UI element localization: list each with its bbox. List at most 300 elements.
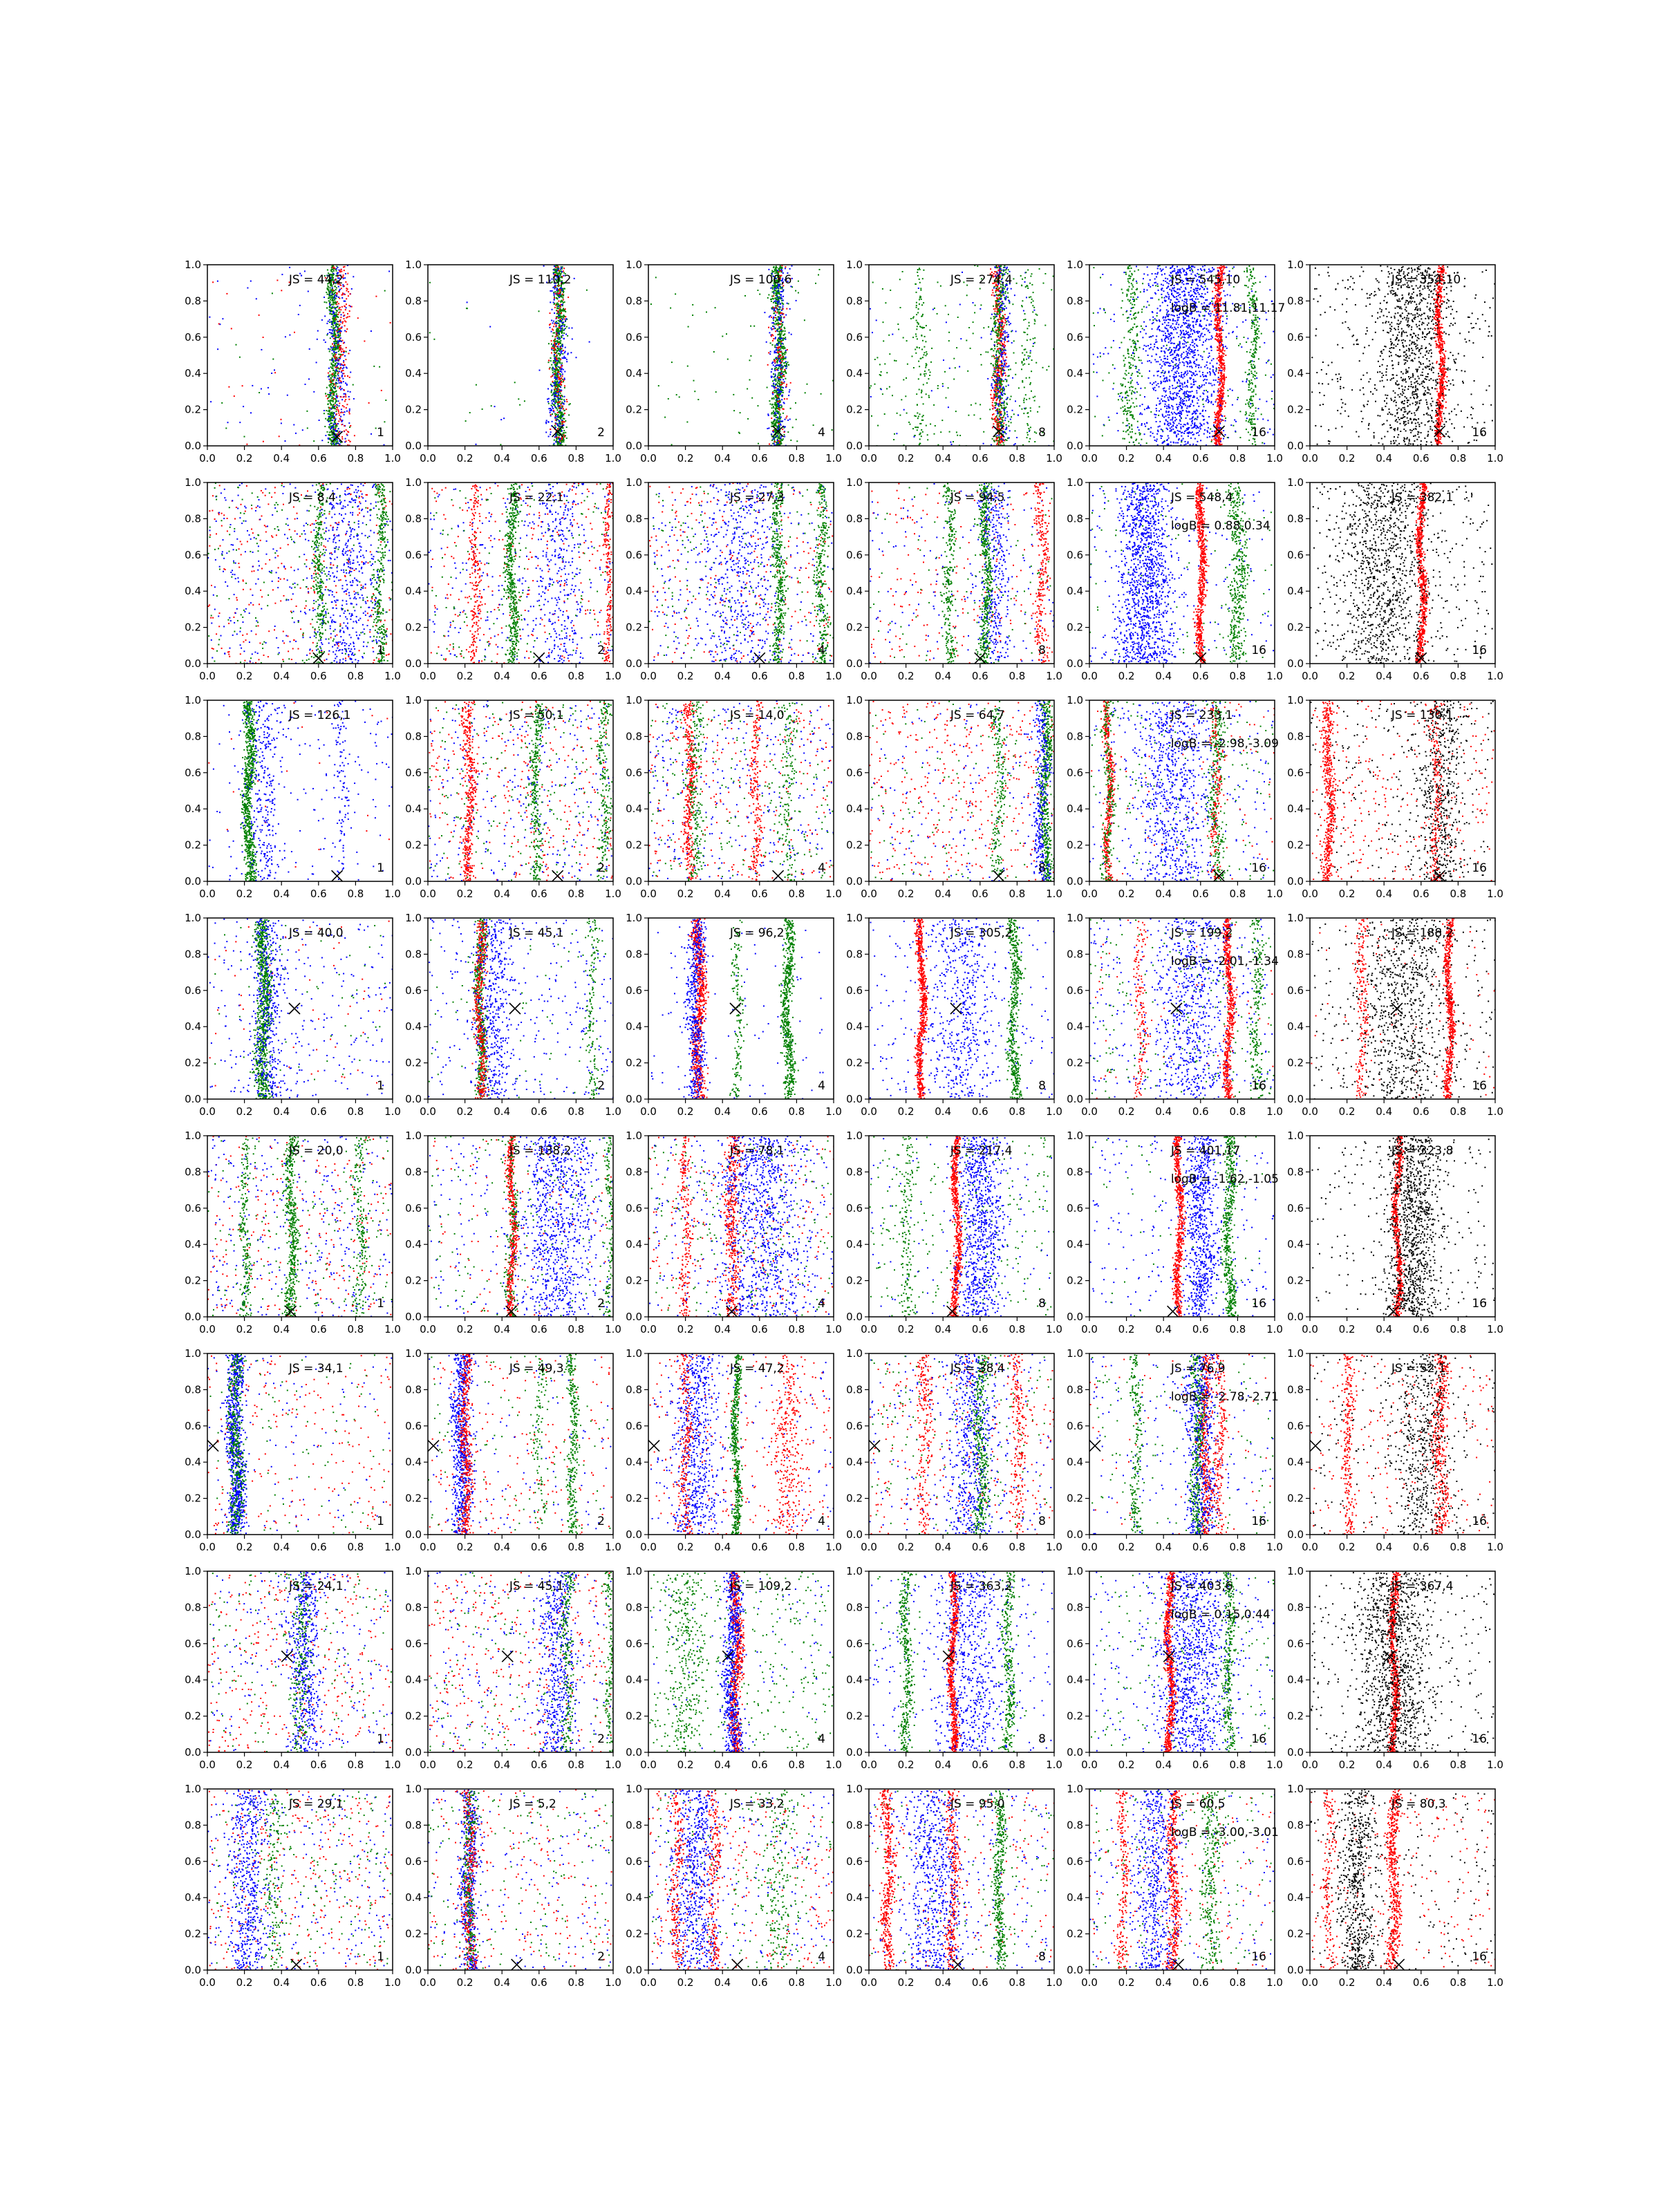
scatter-point-red — [778, 440, 780, 442]
scatter-point-red — [345, 359, 346, 360]
scatter-point-green — [775, 303, 776, 304]
scatter-point-blue — [563, 338, 565, 339]
scatter-point-green — [892, 395, 893, 396]
scatter-point-green — [781, 268, 782, 269]
scatter-point-red — [565, 316, 566, 317]
scatter-point-green — [999, 415, 1000, 417]
scatter-point-green — [1006, 324, 1007, 326]
scatter-point-green — [561, 413, 562, 415]
scatter-point-green — [884, 364, 885, 365]
scatter-point-red — [773, 307, 774, 308]
scatter-point-green — [313, 440, 315, 442]
scatter-point-blue — [222, 318, 223, 319]
scatter-point-green — [991, 339, 992, 340]
scatter-point-red — [1000, 332, 1001, 334]
scatter-point-red — [994, 367, 995, 368]
scatter-point-blue — [553, 344, 554, 346]
scatter-point-blue — [344, 393, 345, 395]
scatter-point-green — [337, 306, 338, 308]
scatter-point-blue — [776, 301, 778, 303]
scatter-point-blue — [551, 349, 552, 350]
scatter-point-green — [335, 373, 336, 374]
scatter-point-blue — [778, 390, 780, 391]
scatter-point-red — [554, 324, 555, 325]
scatter-point-red — [998, 290, 1000, 292]
scatter-point-green — [788, 364, 789, 366]
scatter-point-green — [1000, 337, 1002, 339]
scatter-point-green — [692, 304, 693, 306]
scatter-point-green — [934, 308, 935, 309]
scatter-point-blue — [768, 269, 769, 270]
scatter-point-green — [996, 440, 997, 441]
scatter-point-green — [331, 392, 332, 393]
scatter-point-red — [351, 306, 353, 308]
scatter-point-green — [353, 384, 354, 386]
scatter-point-red — [560, 289, 561, 290]
scatter-point-red — [340, 317, 341, 318]
scatter-point-green — [804, 319, 805, 321]
scatter-point-green — [998, 352, 1000, 353]
scatter-point-blue — [771, 322, 773, 324]
scatter-point-blue — [781, 310, 782, 311]
scatter-point-blue — [324, 297, 325, 298]
scatter-point-green — [994, 313, 995, 315]
scatter-point-blue — [773, 431, 774, 433]
scatter-point-red — [563, 379, 565, 381]
scatter-point-blue — [329, 329, 330, 330]
scatter-point-blue — [319, 420, 320, 421]
js-annotation: JS = 110,2 — [509, 273, 572, 287]
scatter-point-red — [276, 280, 278, 281]
scatter-point-green — [329, 411, 330, 413]
scatter-point-green — [548, 403, 550, 404]
scatter-point-blue — [217, 281, 218, 282]
scatter-point-blue — [770, 315, 771, 317]
scatter-point-blue — [476, 444, 477, 445]
scatter-point-blue — [566, 359, 568, 360]
scatter-point-red — [337, 330, 338, 332]
scatter-point-green — [334, 442, 335, 443]
scatter-point-green — [1046, 369, 1047, 371]
scatter-point-green — [767, 297, 769, 299]
scatter-point-red — [333, 398, 335, 400]
scatter-point-blue — [545, 431, 547, 433]
scatter-point-blue — [776, 309, 778, 310]
scatter-point-red — [342, 412, 344, 413]
scatter-point-green — [556, 298, 558, 299]
scatter-point-blue — [332, 426, 334, 427]
scatter-point-green — [997, 409, 999, 411]
scatter-point-red — [555, 415, 556, 417]
scatter-point-blue — [545, 422, 547, 423]
scatter-point-blue — [344, 277, 346, 279]
scatter-point-green — [330, 426, 331, 427]
scatter-point-green — [688, 326, 689, 328]
scatter-point-green — [332, 391, 334, 392]
scatter-point-red — [346, 429, 347, 431]
scatter-point-green — [910, 318, 912, 319]
scatter-point-green — [782, 330, 784, 332]
scatter-point-green — [1000, 302, 1002, 303]
scatter-point-red — [778, 348, 779, 349]
scatter-point-red — [339, 378, 340, 379]
scatter-point-red — [993, 292, 994, 293]
scatter-point-red — [1002, 358, 1004, 359]
scatter-point-green — [767, 387, 768, 388]
scatter-point-red — [335, 367, 336, 368]
scatter-point-green — [821, 393, 822, 395]
scatter-point-green — [379, 366, 380, 368]
scatter-point-green — [655, 276, 657, 278]
scatter-point-green — [548, 343, 550, 344]
scatter-point-green — [770, 342, 771, 344]
scatter-point-green — [330, 386, 331, 388]
scatter-point-green — [781, 389, 782, 391]
scatter-point-green — [324, 413, 325, 414]
scatter-point-blue — [779, 386, 780, 388]
scatter-point-blue — [1033, 343, 1034, 344]
scatter-point-red — [346, 407, 347, 409]
scatter-point-red — [350, 425, 351, 427]
scatter-point-blue — [344, 330, 346, 332]
scatter-point-red — [992, 402, 993, 403]
scatter-point-blue — [547, 388, 549, 390]
scatter-point-blue — [261, 388, 262, 390]
scatter-point-green — [558, 353, 559, 355]
scatter-point-blue — [559, 439, 560, 440]
scatter-point-red — [995, 370, 996, 371]
scatter-point-blue — [551, 389, 552, 391]
scatter-point-red — [335, 385, 337, 386]
scatter-point-blue — [779, 349, 780, 350]
scatter-point-green — [332, 265, 333, 267]
scatter-point-red — [332, 290, 334, 291]
scatter-point-green — [328, 396, 330, 397]
scatter-point-green — [335, 401, 337, 402]
scatter-point-green — [946, 397, 947, 399]
scatter-point-green — [773, 267, 774, 268]
scatter-point-green — [997, 289, 999, 290]
scatter-point-red — [338, 420, 339, 422]
scatter-point-blue — [776, 344, 778, 346]
scatter-point-green — [556, 382, 557, 383]
scatter-point-green — [944, 371, 946, 373]
x-tick-label: 0.6 — [751, 452, 768, 465]
scatter-point-red — [340, 367, 341, 368]
scatter-point-green — [1008, 269, 1009, 270]
scatter-point-green — [563, 310, 564, 312]
scatter-point-green — [773, 373, 774, 375]
scatter-point-green — [336, 379, 337, 381]
scatter-point-blue — [287, 395, 288, 396]
scatter-point-green — [491, 405, 492, 406]
scatter-point-red — [340, 319, 341, 321]
scatter-point-green — [780, 389, 782, 391]
scatter-point-green — [996, 330, 997, 331]
scatter-point-green — [773, 406, 774, 407]
scatter-point-green — [893, 439, 894, 440]
scatter-point-green — [332, 299, 333, 300]
scatter-point-green — [916, 328, 917, 330]
scatter-point-blue — [776, 347, 777, 348]
scatter-point-green — [1015, 362, 1017, 364]
scatter-point-green — [997, 361, 998, 362]
scatter-point-blue — [325, 435, 326, 436]
scatter-point-blue — [467, 301, 468, 303]
scatter-point-green — [774, 368, 776, 369]
scatter-point-red — [998, 319, 1000, 320]
scatter-point-red — [561, 391, 562, 392]
scatter-point-green — [942, 383, 944, 384]
scatter-point-blue — [328, 321, 329, 322]
scatter-point-blue — [562, 304, 563, 306]
scatter-point-red — [554, 344, 555, 345]
scatter-point-green — [1002, 303, 1003, 305]
scatter-point-blue — [562, 346, 563, 347]
scatter-point-red — [1000, 442, 1001, 444]
scatter-point-green — [272, 292, 273, 294]
scatter-point-red — [341, 269, 342, 270]
scatter-point-red — [768, 327, 769, 328]
scatter-point-green — [996, 436, 997, 438]
scatter-point-green — [329, 410, 330, 411]
scatter-point-green — [553, 292, 554, 293]
scatter-point-blue — [559, 426, 561, 427]
subplot-r0-c0 — [185, 259, 401, 465]
scatter-point-red — [343, 342, 344, 344]
scatter-point-green — [562, 353, 563, 355]
scatter-point-blue — [341, 375, 343, 376]
scatter-point-green — [1035, 362, 1037, 364]
scatter-point-red — [781, 382, 782, 383]
scatter-point-red — [782, 313, 784, 315]
scatter-point-green — [551, 405, 552, 406]
scatter-point-blue — [337, 341, 339, 342]
scatter-point-green — [564, 387, 565, 388]
scatter-point-blue — [774, 387, 776, 388]
scatter-point-green — [997, 295, 999, 297]
scatter-point-blue — [327, 333, 328, 335]
scatter-point-green — [1004, 401, 1005, 402]
scatter-point-blue — [563, 369, 564, 371]
scatter-point-red — [558, 437, 559, 438]
scatter-point-blue — [550, 410, 551, 411]
scatter-point-red — [344, 375, 346, 377]
scatter-point-blue — [330, 415, 331, 417]
scatter-point-blue — [1004, 330, 1006, 332]
scatter-point-blue — [576, 357, 577, 358]
scatter-point-green — [328, 300, 330, 301]
scatter-point-red — [335, 319, 336, 320]
scatter-point-green — [997, 424, 999, 426]
scatter-point-green — [996, 288, 997, 289]
scatter-point-green — [336, 270, 337, 272]
scatter-point-green — [332, 414, 334, 415]
scatter-point-green — [330, 299, 331, 301]
scatter-point-green — [995, 393, 996, 395]
scatter-point-green — [759, 294, 760, 295]
scatter-point-red — [346, 440, 347, 442]
scatter-point-green — [1001, 405, 1002, 406]
scatter-point-blue — [341, 409, 342, 410]
x-tick-label: 0.8 — [347, 452, 364, 465]
scatter-point-blue — [960, 338, 962, 339]
scatter-point-blue — [789, 391, 790, 393]
scatter-point-green — [980, 418, 981, 420]
scatter-point-green — [975, 305, 976, 306]
scatter-point-blue — [334, 296, 335, 297]
scatter-point-blue — [335, 360, 336, 362]
scatter-point-green — [225, 428, 227, 429]
scatter-point-green — [1000, 331, 1002, 332]
scatter-point-green — [899, 415, 901, 416]
scatter-point-blue — [780, 417, 782, 418]
scatter-point-blue — [778, 427, 779, 429]
scatter-point-green — [980, 288, 981, 290]
scatter-point-blue — [1023, 310, 1024, 312]
y-tick-label: 0.4 — [405, 367, 422, 379]
scatter-point-blue — [552, 367, 554, 368]
scatter-point-red — [561, 312, 562, 314]
scatter-point-blue — [774, 370, 776, 371]
scatter-point-green — [1023, 400, 1024, 401]
scatter-point-blue — [796, 300, 797, 301]
scatter-point-blue — [558, 382, 559, 384]
scatter-point-blue — [339, 382, 340, 384]
scatter-point-green — [1016, 283, 1018, 284]
scatter-point-red — [559, 309, 560, 310]
scatter-point-green — [912, 356, 913, 357]
scatter-point-blue — [556, 322, 558, 324]
scatter-point-blue — [337, 375, 339, 376]
scatter-point-green — [373, 366, 375, 367]
scatter-point-green — [332, 318, 333, 319]
scatter-point-blue — [557, 397, 559, 398]
scatter-point-green — [776, 427, 778, 429]
scatter-point-green — [999, 382, 1000, 384]
scatter-point-red — [342, 405, 344, 406]
scatter-point-green — [998, 444, 1000, 445]
scatter-point-green — [995, 366, 997, 367]
scatter-point-green — [776, 411, 777, 412]
scatter-point-green — [776, 317, 777, 319]
scatter-point-green — [1007, 438, 1009, 439]
scatter-point-red — [337, 407, 338, 409]
scatter-point-green — [768, 294, 769, 296]
scatter-point-green — [738, 432, 740, 433]
scatter-point-green — [785, 337, 786, 338]
scatter-point-blue — [780, 338, 782, 339]
scatter-point-green — [903, 337, 904, 339]
scatter-point-green — [774, 390, 776, 391]
scatter-point-blue — [774, 413, 776, 415]
scatter-point-red — [786, 415, 787, 417]
scatter-point-blue — [774, 379, 775, 381]
scatter-point-green — [959, 435, 961, 436]
scatter-point-red — [993, 423, 994, 424]
scatter-point-green — [785, 348, 786, 349]
scatter-point-blue — [777, 429, 778, 430]
scatter-point-blue — [782, 291, 783, 292]
scatter-point-green — [780, 377, 782, 378]
scatter-point-green — [813, 424, 814, 426]
scatter-point-green — [775, 321, 776, 322]
scatter-point-blue — [350, 391, 351, 393]
scatter-point-blue — [281, 274, 283, 275]
scatter-point-blue — [778, 319, 780, 321]
scatter-point-red — [357, 317, 359, 319]
scatter-point-blue — [780, 291, 782, 292]
scatter-point-green — [777, 382, 778, 383]
scatter-point-blue — [330, 332, 332, 334]
scatter-point-red — [294, 332, 295, 333]
scatter-point-green — [1012, 303, 1013, 305]
scatter-point-red — [778, 377, 780, 378]
scatter-point-green — [550, 384, 552, 385]
scatter-point-blue — [330, 395, 331, 396]
scatter-point-red — [561, 424, 563, 425]
scatter-point-green — [330, 384, 332, 385]
scatter-point-red — [349, 441, 350, 442]
scatter-point-green — [771, 301, 772, 302]
scatter-point-green — [556, 384, 558, 385]
scatter-point-red — [335, 359, 337, 360]
scatter-point-green — [1039, 268, 1040, 270]
scatter-point-blue — [328, 348, 329, 350]
scatter-point-green — [1001, 270, 1002, 271]
scatter-point-red — [340, 309, 341, 310]
scatter-point-blue — [553, 302, 554, 303]
scatter-point-green — [554, 380, 556, 382]
scatter-point-red — [560, 366, 561, 368]
scatter-point-green — [776, 267, 778, 268]
scatter-point-green — [564, 301, 565, 303]
scatter-point-red — [553, 326, 554, 327]
scatter-point-red — [339, 387, 341, 388]
scatter-point-green — [335, 400, 337, 401]
scatter-point-red — [564, 385, 565, 386]
scatter-point-blue — [563, 404, 565, 405]
scatter-point-blue — [776, 295, 778, 297]
scatter-point-green — [907, 364, 908, 365]
scatter-point-green — [981, 364, 982, 366]
scatter-point-red — [782, 308, 784, 310]
scatter-point-green — [551, 392, 552, 393]
scatter-point-green — [560, 296, 561, 297]
scatter-point-blue — [777, 440, 778, 441]
scatter-point-red — [555, 267, 556, 268]
scatter-point-blue — [243, 406, 244, 407]
scatter-point-blue — [1007, 320, 1009, 321]
scatter-point-green — [997, 346, 998, 347]
scatter-point-green — [563, 441, 564, 442]
scatter-point-red — [564, 436, 565, 438]
scatter-point-green — [332, 405, 334, 406]
scatter-point-blue — [778, 392, 779, 393]
scatter-point-green — [751, 397, 753, 399]
scatter-point-green — [334, 314, 335, 315]
scatter-point-red — [349, 310, 350, 312]
scatter-point-green — [796, 419, 797, 420]
scatter-point-green — [775, 269, 776, 270]
scatter-point-red — [997, 320, 999, 321]
scatter-point-blue — [305, 384, 306, 385]
scatter-point-green — [336, 316, 337, 317]
scatter-point-blue — [769, 427, 770, 429]
scatter-point-green — [778, 368, 779, 369]
scatter-point-red — [339, 298, 340, 299]
scatter-point-blue — [559, 420, 560, 422]
